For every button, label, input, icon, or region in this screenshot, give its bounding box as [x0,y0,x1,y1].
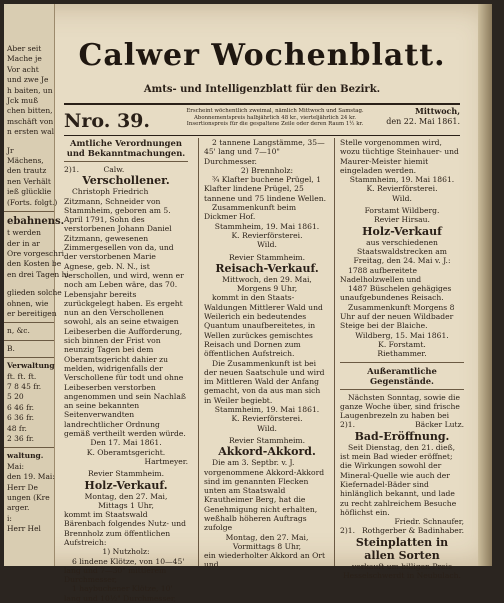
sale-item-heading: 1) Nutzholz: [102,547,150,557]
sale-item-text: 6 lindene Klötze, von 10—45' lang und 7—30" mittlerem Durchmesser, [64,556,185,585]
ref-number: 2)1. [340,420,356,430]
issue-number: Nro. 39. [64,110,151,132]
issue-date: den 22. Mai 1861. [386,116,460,126]
prev-page-line: Ore vorgeschri [7,248,64,258]
prev-lines-c [4,288,62,319]
section-heading: Amtliche Verordnungen und Bekanntmachungen. [66,138,186,158]
prev-page-line: 5 20 [7,392,24,402]
prev-page-line: 48 fr. [7,423,27,433]
prev-page-line: Mächens, [7,156,44,166]
sale-item-text: 1788 aufbereitete Nadelholzwellen und [340,265,422,284]
prev-page-line: 2 36 fr. [7,434,35,443]
prev-page-line: ft. ft. ft. [7,371,37,381]
prev-page-line: und zwe Je [7,75,49,85]
prev-page-line: ieß glücklie [7,187,52,197]
ad-text: Seit Dienstag, den 21. dieß, ist mein Bad wieder eröffnet; die Wirkungen sowohl der Mineral-Quelle wie auch der Kiefernadel-Bäder sind hinlänglich bekannt, und lade zu recht zahlreichem Besuche höflichst ein. [340,442,457,517]
notice-authority: K. Oberamtsgericht. [86,447,166,457]
prev-page-line: der in ar [7,238,40,248]
prev-page-line: B. [7,343,15,353]
ad-signature-line [340,526,464,535]
notice-date: Wildberg, 15. Mai 1861. [355,330,449,340]
sale-item-text-2: 1487 Büschelen gehägiges unaufgebundenes Reisach. [340,284,452,303]
notice-authority: K. Forstamt. [378,339,426,349]
prev-section-2: waltung. [7,451,44,461]
notice-text: 2 tannene Langstämme, 35—45' lang und 7—10" Durchmesser. [204,138,325,166]
notice-text: Christoph Friedrich Zitzmann, Schneider von Stammheim, geboren am 5. April 1791, Sohn des verstorbenen Johann Daniel Zitzmann, gewesenen Zimmergesellen von da, und der verstorbenen Marie Agnese, geb. N. N., ist verschollen, und wird, wenn er noch am Leben wäre, das 70. Lebensjahr bereits zurückgelegt haben. Es ergeht nun an den Verschollenen sowohl, als an seine etwaigen Leibeserben die Aufforderung, sich binnen der Frist von neunzig Tagen bei dem Oberamtsgericht dahier zu melden, widrigenfalls der Verschollene für todt und ohne Leibeserben verstorben angenommen und sein Nachlaß an seine bekannten Seitenverwandten landrechtlicher Ordnung gemäß vertheilt werden würde. [64,187,186,439]
prev-section: Verwaltung [7,361,55,371]
prev-lines-b [4,228,69,280]
ad-title: Bad-Eröffnung. [354,429,450,443]
sale-date: Mittwoch, den 29. Mai, [222,274,312,284]
prev-page-line: en drei Tagen hi [7,269,69,279]
prev-page-line: 6 36 fr. [7,413,35,423]
prev-lines-mid [4,146,54,198]
prev-page-line: nen Verhält [7,176,51,186]
issue-date-block [386,107,460,126]
prev-page-line: Herr De [7,482,38,492]
prev-page-line: arger. [7,503,30,513]
notice-text: Stelle vorgenommen wird, wozu tüchtige Steinhauer- und Maurer-Meister hiemit eingeladen werden. [340,138,459,175]
prev-page-line: n ersten wal [7,127,55,137]
office-name: Revier Stammheim. [228,252,306,262]
sale-item-text: ¾ Klafter buchene Prügel, 1 Klafter lindene Prügel, 25 tannene und 75 lindene Wellen. [204,175,327,203]
prev-page-line: chen bitten, [7,106,53,116]
prev-page-line: n, &c. [7,326,30,336]
notice-signer: Wild. [257,423,277,433]
notice-signer: Wild. [392,193,412,203]
sale-time: Morgens 9 Uhr, [236,284,298,294]
notice-date: Stammheim, 19. Mai 1861. [214,405,320,415]
notice-authority: K. Revierförsterei. [366,184,438,194]
book-gutter [478,4,492,566]
column-2 [198,138,330,570]
header-rule [64,135,460,136]
notice-text-2: ein wiederholter Akkord an Ort und [204,551,326,570]
prev-page-line: den trautz [7,166,47,176]
sale-item-heading: 2) Brennholz: [240,165,294,175]
ad-signer: Bäcker Lutz. [415,420,464,430]
office-name-2: Revier Hirsau. [374,215,430,225]
sale-text: kommt im Staatswald Bärenbach folgendes Nutz- und Brennholz zum öffentlichen Aufstreich: [64,510,187,547]
ref-number: 2)1. [340,526,356,536]
ad-title: Steinplatten in allen Sorten [355,535,449,562]
ad-text: verkauft um billigen Preis [351,561,452,571]
issue-day: Mittwoch, [415,106,460,116]
notice-text-2: Die Zusammenkunft ist bei der neuen Saatschule und wird im Mittleren Wald der Anfang gemacht, von da aus man sich in Weiler begiebt. [204,358,325,405]
notice-signer: Wild. [257,240,277,250]
prev-page-line: h baiten, un [7,85,53,95]
masthead-subtitle: Amts- und Intelligenzblatt für den Bezirk. [143,84,381,95]
ref-number: 2)1. [64,165,80,174]
prev-page-line: er bereitigen [7,308,57,318]
prev-page-line: ungen (Kre [7,493,50,503]
prev-page-line: Mache je [7,54,42,64]
section-heading: Außeramtliche Gegenstände. [367,365,437,386]
masthead-title: Calwer Wochenblatt. [78,38,446,73]
prev-heading: ebahnens. [7,216,65,228]
notice-text: Die am 3. Septbr. v. J. vorgenommene Akkord-Akkord sind im genannten Flecken unten am Staatswald Krautheimer Berg, hat die Genehmigung nicht erhalten, weßhalb höheren Auftrags zufolge [204,458,325,533]
sale-date: Montag, den 27. Mai, [225,532,309,542]
meeting-point: Zusammenkunft Morgens 8 Uhr auf der neuen Wildbader Steige bei der Blaiche. [340,302,455,331]
sale-title: Akkord-Akkord. [218,445,316,459]
prev-page-line: den Kosten be [7,259,62,269]
prev-lines-f [4,462,54,535]
issue-info-line: Abonnementspreis halbjährlich 48 kr., vierteljährlich 24 kr. [193,114,356,121]
prev-page-line: den 19. Mai: [7,472,55,482]
notice-date: Stammheim, 19. Mai 1861. [214,221,320,231]
office-name: Revier Stammheim. [228,435,306,445]
notice-authority: K. Revierförsterei. [231,414,303,424]
sale-title: Holz-Verkauf [362,224,442,238]
office-name: Forstamt Wildberg. [364,206,440,216]
prev-lines-top [4,44,54,138]
prev-page-line: Jck muß [7,96,39,106]
masthead-rule [64,103,460,105]
issue-info-line: Erscheint wöchentlich zweimal, nämlich Mittwoch und Samstag. [186,108,364,114]
prev-page-line: t werden [7,228,41,238]
prev-ref: (Forts. folgt.) [7,197,58,207]
previous-page-strip [4,4,69,566]
sale-title: Holz-Verkauf. [84,478,168,492]
meeting-point: Zusammenkunft beim Dickmer Hof. [204,203,297,222]
column-3 [334,138,464,580]
prev-page-line: i: [7,513,12,523]
notice-date: Stammheim, 19. Mai 1861. [349,175,455,185]
prev-page-line: Aber seit [7,44,42,53]
prev-rows [4,372,54,445]
prev-lines-e [4,344,54,354]
prev-page-line: Jr [7,145,14,155]
office-name: Revier Stammheim. [87,469,165,479]
notice-place: Calw. [103,165,125,174]
issue-info [180,108,370,128]
ad-signer: Friedr. Schnaufer, [394,517,464,527]
notice-ref [64,165,188,174]
prev-page-line: Mai: [7,461,25,471]
sale-item-text-2: 1 haybuchener Klötze, 10' lang und 10½" Durchmesser, [64,584,177,603]
notice-text: kommt in den Staats-Waldungen Mittlerer Wald und Weilerich ein bedeutendes Quantum unaufbereitetes, in Wellen zurückes gemischtes Reisach und Dornen zum öffentlichen Aufstreich. [204,293,323,359]
column-1 [64,138,188,603]
prev-page-line: Herr Hel [7,524,41,534]
prev-page-line: 7 8 45 fr. [7,381,42,391]
notice-signer: Hartmeyer. [144,456,188,466]
newspaper-page [4,4,492,603]
prev-page-line: 6 46 fr. [7,402,35,412]
front-page [62,4,490,603]
prev-page-line: Vor acht [7,64,39,74]
notice-title: Verschollener. [82,174,170,188]
prev-lines-d [4,326,54,336]
sale-subtitle: aus verschiedenen Staatswaldstrecken am [356,237,448,256]
ad-text: Nächsten Sonntag, sowie die ganze Woche über, sind frische Laugenbrezeln zu haben bei [340,392,460,421]
sale-time: Mittags 1 Uhr, [98,500,154,510]
ad-signature-line [340,420,464,429]
sale-title: Reisach-Verkauf. [215,261,319,275]
ad-signer: Hesselschwerdt in Neubulach. [343,570,461,580]
prev-page-line: glieden solche [7,288,62,298]
sale-date: Montag, den 27. Mai, [84,491,168,501]
sale-time: Vormittags 8 Uhr, [232,541,302,551]
prev-page-line: ohnen, wie [7,298,49,308]
notice-authority: K. Revierförsterei. [231,230,303,240]
notice-date: Den 17. Mai 1861. [90,438,162,448]
notice-signer: Riethammer. [377,349,427,359]
prev-page-line: mschäft von [7,116,54,126]
sale-date: Freitag, den 24. Mai v. J.: [353,256,451,266]
ad-signer: Rothgerber & Badinhaber. [361,526,464,536]
issue-info-line: Insertionspreis für die gespaltene Zeile oder deren Raum 1½ kr. [186,121,364,128]
